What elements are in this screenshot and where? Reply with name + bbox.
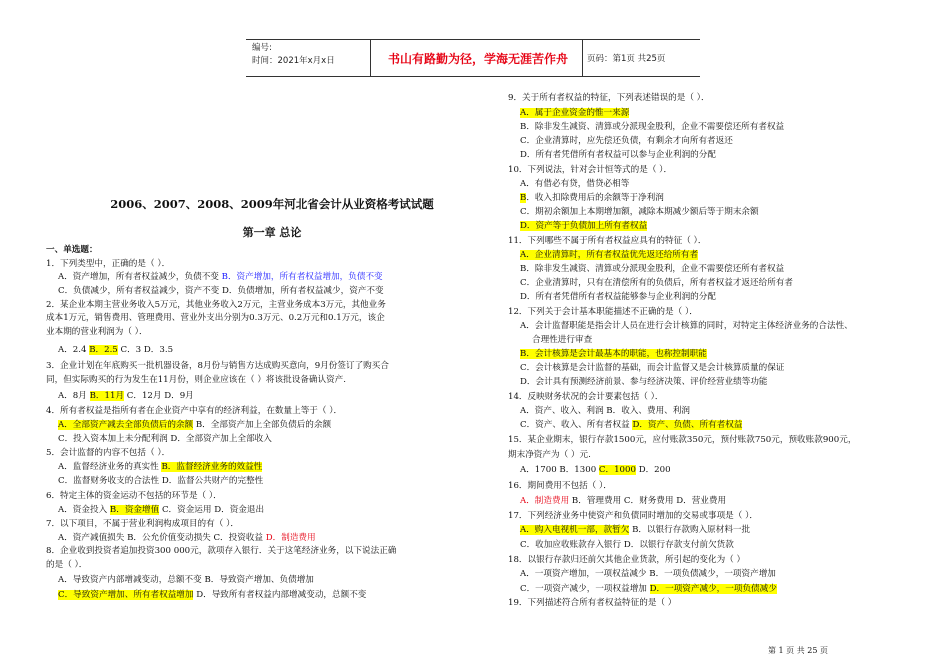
- line-text: B．管理费用 C．财务费用 D．营业费用: [569, 496, 727, 506]
- header-divider: [370, 40, 371, 76]
- line-text: D．制造费用: [265, 533, 316, 543]
- question-line: [46, 299, 386, 312]
- question-line: [532, 334, 592, 347]
- line-text: ．收入扣除费用后的余额等于净利润: [526, 193, 664, 203]
- highlighted-answer: B: [520, 193, 527, 203]
- question-line: [58, 461, 262, 474]
- question-line: [46, 312, 385, 325]
- question-line: [520, 539, 734, 552]
- line-text: A．导致资产内部增减变动，总额不变 B．导致资产增加、负债增加: [58, 575, 314, 585]
- question-line: [520, 149, 716, 162]
- highlighted-answer: C．导致资产增加、所有者权益增加: [58, 590, 194, 600]
- page-footer: 第 1 页 共 25 页: [768, 646, 828, 655]
- header-time: 时间：2021年x月x日: [252, 56, 335, 66]
- line-text: 5．会计监督的内容不包括（ ）．: [46, 448, 171, 458]
- line-text: C．会计核算是会计监督的基础，而会计监督又是会计核算质量的保证: [520, 363, 785, 373]
- question-line: [508, 554, 745, 567]
- line-text: C．一项资产减少，一项权益增加: [520, 584, 650, 594]
- question-line: [520, 220, 647, 233]
- line-text: B．全部资产加上全部负债后的余额: [193, 420, 332, 430]
- question-line: [58, 419, 331, 432]
- question-line: [58, 504, 264, 517]
- line-text: D．会计具有预测经济前景、参与经济决策、评价经营业绩等功能: [520, 377, 768, 387]
- line-text: A．资产增加，所有者权益减少，负债不变: [58, 272, 222, 282]
- question-line: [520, 524, 750, 537]
- header-meta: [252, 42, 370, 68]
- document-title: 2006、2007、2008、2009年河北省会计从业资格考试试题: [110, 197, 434, 211]
- line-text: A．监督经济业务的真实性: [58, 462, 162, 472]
- line-text: 4．所有者权益是指所有者在企业资产中享有的经济利益，在数量上等于（ ）．: [46, 406, 343, 416]
- line-text: C．3 D．3.5: [117, 345, 174, 355]
- question-line: [520, 291, 716, 304]
- line-text: A．1700 B．1300: [520, 465, 599, 475]
- question-line: [58, 390, 194, 403]
- question-line: [46, 244, 98, 257]
- line-text: A．一项资产增加，一项权益减少 B．一项负债减少，一项资产增加: [520, 569, 776, 579]
- question-line: [520, 121, 784, 134]
- header-divider: [582, 40, 583, 76]
- question-line: [520, 568, 776, 581]
- question-line: [58, 433, 272, 446]
- line-text: 9．关于所有者权益的特征，下列表述错误的是（ ）．: [508, 93, 710, 103]
- highlighted-answer: D．一项资产减少，一项负债减少: [649, 584, 777, 594]
- question-line: [520, 320, 853, 333]
- question-line: [46, 545, 396, 558]
- highlighted-answer: A．属于企业资金的惟一来源: [520, 108, 630, 118]
- question-line: [520, 405, 690, 418]
- question-line: [520, 249, 698, 262]
- line-text: 16．期间费用不包括（ ）．: [508, 481, 612, 491]
- question-line: [46, 447, 170, 460]
- question-line: [508, 480, 612, 493]
- question-line: [508, 306, 698, 319]
- header-motto: 书山有路勤为径，学海无涯苦作舟: [387, 51, 568, 66]
- section-heading: 一、单选题：: [46, 245, 98, 255]
- line-text: 期末净资产为（ ）元.: [508, 450, 591, 460]
- question-line: [58, 574, 314, 587]
- highlighted-answer: B．2.5: [89, 345, 118, 355]
- line-text: C．期初余额加上本期增加额，减除本期减少额后等于期末余额: [520, 207, 759, 217]
- question-line: [520, 362, 784, 375]
- highlighted-answer: D．资产等于负债加上所有者权益: [520, 221, 648, 231]
- question-line: [46, 490, 222, 503]
- line-text: C．12月 D．9月: [124, 391, 194, 401]
- chapter-title: 第一章 总论: [242, 226, 302, 239]
- highlighted-answer: B．11月: [89, 391, 125, 401]
- line-text: 1．下列类型中，正确的是（ ）．: [46, 259, 171, 269]
- line-text: 19．下列描述符合所有者权益特征的是（ ）: [508, 598, 677, 608]
- line-text: C．资金运用 D．资金退出: [159, 505, 265, 515]
- question-line: [46, 405, 342, 418]
- line-text: 8．企业收到投资者追加投资300 000元，款项存入银行．关于这笔经济业务，以下说法正确: [46, 546, 397, 556]
- line-text: C．企业清算时，应先偿还负债，有剩余才向所有者返还: [520, 136, 733, 146]
- line-text: C．资产、收入、所有者权益: [520, 420, 633, 430]
- line-text: 6．特定主体的资金运动不包括的环节是（ ）．: [46, 491, 222, 501]
- question-line: [520, 135, 733, 148]
- question-line: [46, 559, 87, 572]
- question-line: [508, 391, 663, 404]
- line-text: A．资产、收入、利润 B．收入、费用、利润: [520, 406, 690, 416]
- line-text: 7．以下项目，不属于营业利润构成项目的有（ ）．: [46, 519, 239, 529]
- question-line: [520, 583, 777, 596]
- question-line: [520, 419, 742, 432]
- highlighted-answer: A．购入电视机一部，款暂欠: [520, 525, 630, 535]
- question-line: [508, 510, 758, 523]
- line-text: 11．下列哪些不属于所有者权益应具有的特征（ ）．: [508, 236, 707, 246]
- line-text: 10．下列说法，针对会计恒等式的是（ ）．: [508, 165, 673, 175]
- question-line: [46, 518, 239, 531]
- question-line: [520, 263, 784, 276]
- question-line: [520, 107, 629, 120]
- highlighted-answer: D．资产、负债、所有者权益: [632, 420, 743, 430]
- highlighted-answer: A．全部资产减去全部负债后的余额: [58, 420, 194, 430]
- line-text: 17．下列经济业务中使资产和负债同时增加的交易或事项是（ ）．: [508, 511, 758, 521]
- line-text: 18．以银行存款归还前欠其他企业货款，所引起的变化为（ ）: [508, 555, 746, 565]
- line-text: A．2.4: [58, 345, 90, 355]
- header-page-count: 页码：第1页 共25页: [587, 54, 666, 64]
- question-line: [520, 178, 629, 191]
- line-text: C．投入资本加上未分配利润 D．全部资产加上全部收入: [58, 434, 272, 444]
- question-line: [46, 258, 170, 271]
- question-line: [508, 449, 591, 462]
- question-line: [520, 464, 671, 477]
- question-line: [46, 360, 389, 373]
- highlighted-answer: B．资金增值: [109, 505, 160, 515]
- question-line: [520, 192, 664, 205]
- line-text: D．200: [635, 465, 671, 475]
- question-line: [520, 277, 793, 290]
- question-line: [58, 271, 383, 284]
- line-text: B．除非发生减资、清算或分派现金股利，企业不需要偿还所有者权益: [520, 264, 785, 274]
- question-line: [46, 374, 346, 387]
- line-text: D．所有者凭借所有者权益能够参与企业利润的分配: [520, 292, 716, 302]
- question-line: [46, 326, 148, 339]
- line-text: A．8月: [58, 391, 90, 401]
- header-number: 编号:: [252, 43, 272, 53]
- line-text: B．除非发生减资、清算或分派现金股利，企业不需要偿还所有者权益: [520, 122, 785, 132]
- question-line: [508, 597, 676, 610]
- line-text: D．导致所有者权益内部增减变动，总额不变: [193, 590, 367, 600]
- line-text: 合理性进行审查: [532, 335, 593, 345]
- line-text: A．有借必有贷，借贷必相等: [520, 179, 630, 189]
- page-header: [246, 39, 700, 77]
- question-line: [58, 285, 384, 298]
- line-text: A．会计监督职能是指会计人员在进行会计核算的同时，对特定主体经济业务的合法性、: [520, 321, 853, 331]
- highlighted-answer: B．监督经济业务的效益性: [161, 462, 263, 472]
- line-text: 15．某企业期末，银行存款1500元，应付账款350元，预付账款750元，预收账款900元，: [508, 435, 857, 445]
- highlighted-answer: A．企业清算时，所有者权益优先返还给所有者: [520, 250, 699, 260]
- line-text: D．所有者凭借所有者权益可以参与企业利润的分配: [520, 150, 716, 160]
- line-text: C．监督财务收支的合法性 D．监督公共财产的完整性: [58, 476, 264, 486]
- line-text: 14．反映财务状况的会计要素包括（ ）．: [508, 392, 664, 402]
- line-text: 12．下列关于会计基本职能描述不正确的是（ ）．: [508, 307, 698, 317]
- question-line: [508, 235, 706, 248]
- question-line: [508, 434, 856, 447]
- question-line: [58, 475, 263, 488]
- question-line: [508, 164, 672, 177]
- line-text: 3．企业计划在年底购买一批机器设备，8月份与销售方达成购买意向，9月份签订了购买合: [46, 361, 389, 371]
- line-text: C．收加应收账款存入银行 D．以银行存款支付前欠货款: [520, 540, 734, 550]
- question-line: [58, 589, 366, 602]
- question-line: [508, 92, 710, 105]
- question-line: [58, 344, 173, 357]
- line-text: 2．某企业本期主营业务收入5万元，其他业务收入2万元，主营业务成本3万元，其他业务: [46, 300, 386, 310]
- line-text: 成本1万元，销售费用、管理费用、营业外支出分别为0.3万元、0.2万元和0.1万元，该企: [46, 313, 385, 323]
- highlighted-answer: B．会计核算是会计最基本的职能，也称控制职能: [520, 349, 707, 359]
- line-text: A．制造费用: [520, 496, 570, 506]
- line-text: C．负债减少，所有者权益减少，资产不变 D．负债增加，所有者权益减少，资产不变: [58, 286, 384, 296]
- highlighted-answer: C．1000: [598, 465, 636, 475]
- line-text: 同，但实际购买的行为发生在11月份，则企业应该在（ ）将该批设备确认资产.: [46, 375, 346, 385]
- line-text: A．资产减值损失 B．公允价值变动损失 C．投资收益: [58, 533, 266, 543]
- line-text: 的是（ ）．: [46, 560, 88, 570]
- question-line: [58, 532, 316, 545]
- line-text: A．资金投入: [58, 505, 110, 515]
- line-text: B．资产增加，所有者权益增加，负债不变: [221, 272, 383, 282]
- line-text: 业本期的营业利润为（ ）．: [46, 327, 148, 337]
- question-line: [520, 206, 759, 219]
- line-text: B．以银行存款购入原材料一批: [629, 525, 751, 535]
- question-line: [520, 495, 726, 508]
- line-text: C．企业清算时，只有在清偿所有的负债后，所有者权益才返还给所有者: [520, 278, 793, 288]
- question-line: [520, 348, 707, 361]
- question-line: [520, 376, 768, 389]
